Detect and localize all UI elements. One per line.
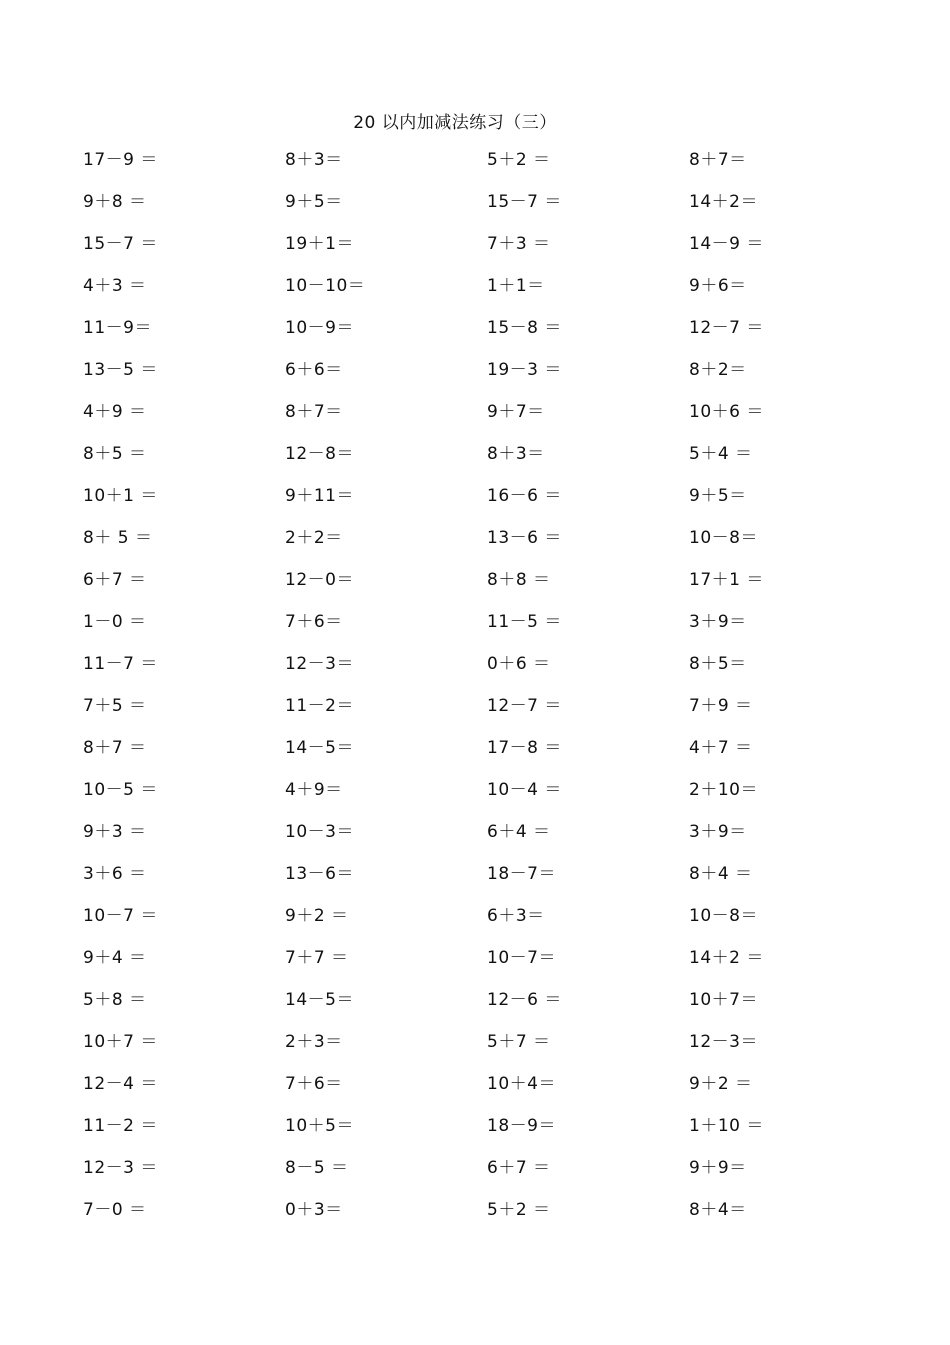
- math-problem: 7＋7 ＝: [285, 948, 349, 968]
- math-problem: 4＋3 ＝: [83, 276, 147, 296]
- math-problem: 8＋7 ＝: [83, 738, 147, 758]
- math-problem: 8＋3＝: [487, 444, 545, 464]
- math-problem: 14－9 ＝: [689, 234, 764, 254]
- problem-row: [83, 1156, 903, 1198]
- math-problem: 10－3＝: [285, 822, 354, 842]
- math-problem: 18－9＝: [487, 1116, 556, 1136]
- math-problem: 13－6 ＝: [487, 528, 562, 548]
- math-problem: 8＋5 ＝: [83, 444, 147, 464]
- math-problem: 10－8＝: [689, 906, 758, 926]
- problem-row: [83, 946, 903, 988]
- math-problem: 6＋7 ＝: [83, 570, 147, 590]
- math-problem: 2＋2＝: [285, 528, 343, 548]
- math-problem: 10＋4＝: [487, 1074, 556, 1094]
- math-problem: 10＋7 ＝: [83, 1032, 158, 1052]
- math-problem: 8＋4＝: [689, 1200, 747, 1220]
- math-problem: 10＋5＝: [285, 1116, 354, 1136]
- problem-grid: [83, 148, 903, 1240]
- math-problem: 7＋5 ＝: [83, 696, 147, 716]
- math-problem: 3＋9＝: [689, 612, 747, 632]
- math-problem: 15－7 ＝: [83, 234, 158, 254]
- math-problem: 3＋9＝: [689, 822, 747, 842]
- math-problem: 9＋11＝: [285, 486, 354, 506]
- math-problem: 10－7＝: [487, 948, 556, 968]
- math-problem: 12－3 ＝: [83, 1158, 158, 1178]
- math-problem: 10－9＝: [285, 318, 354, 338]
- problem-row: [83, 1072, 903, 1114]
- math-problem: 0＋3＝: [285, 1200, 343, 1220]
- math-problem: 6＋3＝: [487, 906, 545, 926]
- math-problem: 16－6 ＝: [487, 486, 562, 506]
- math-problem: 12－4 ＝: [83, 1074, 158, 1094]
- problem-row: [83, 1114, 903, 1156]
- math-problem: 9＋6＝: [689, 276, 747, 296]
- math-problem: 12－8＝: [285, 444, 354, 464]
- math-problem: 13－6＝: [285, 864, 354, 884]
- math-problem: 0＋6 ＝: [487, 654, 551, 674]
- math-problem: 10－10＝: [285, 276, 366, 296]
- problem-row: [83, 988, 903, 1030]
- problem-row: [83, 274, 903, 316]
- problem-row: [83, 190, 903, 232]
- math-problem: 6＋7 ＝: [487, 1158, 551, 1178]
- problem-row: [83, 694, 903, 736]
- problem-row: [83, 148, 903, 190]
- math-problem: 4＋7 ＝: [689, 738, 753, 758]
- problem-row: [83, 820, 903, 862]
- math-problem: 14－5＝: [285, 990, 354, 1010]
- math-problem: 3＋6 ＝: [83, 864, 147, 884]
- math-problem: 2＋3＝: [285, 1032, 343, 1052]
- math-problem: 15－7 ＝: [487, 192, 562, 212]
- math-problem: 8＋4 ＝: [689, 864, 753, 884]
- math-problem: 7＋3 ＝: [487, 234, 551, 254]
- math-problem: 1－0 ＝: [83, 612, 147, 632]
- math-problem: 9＋2 ＝: [285, 906, 349, 926]
- math-problem: 5＋2 ＝: [487, 1200, 551, 1220]
- math-problem: 9＋5＝: [285, 192, 343, 212]
- math-problem: 13－5 ＝: [83, 360, 158, 380]
- math-problem: 17－9 ＝: [83, 150, 158, 170]
- problem-row: [83, 1030, 903, 1072]
- problem-row: [83, 526, 903, 568]
- problem-row: [83, 1198, 903, 1240]
- page-title: 20 以内加减法练习（三）: [353, 113, 557, 133]
- problem-row: [83, 400, 903, 442]
- math-problem: 11－5 ＝: [487, 612, 562, 632]
- math-problem: 1＋10 ＝: [689, 1116, 764, 1136]
- math-problem: 11－2 ＝: [83, 1116, 158, 1136]
- math-problem: 11－2＝: [285, 696, 354, 716]
- math-problem: 10－8＝: [689, 528, 758, 548]
- math-problem: 4＋9 ＝: [83, 402, 147, 422]
- math-problem: 7＋6＝: [285, 1074, 343, 1094]
- math-problem: 8＋8 ＝: [487, 570, 551, 590]
- problem-row: [83, 232, 903, 274]
- problem-row: [83, 484, 903, 526]
- math-problem: 9＋8 ＝: [83, 192, 147, 212]
- problem-row: [83, 736, 903, 778]
- math-problem: 17－8 ＝: [487, 738, 562, 758]
- problem-row: [83, 316, 903, 358]
- problem-row: [83, 778, 903, 820]
- math-problem: 5＋4 ＝: [689, 444, 753, 464]
- math-problem: 17＋1 ＝: [689, 570, 764, 590]
- math-problem: 12－3＝: [285, 654, 354, 674]
- problem-row: [83, 904, 903, 946]
- problem-row: [83, 568, 903, 610]
- math-problem: 10＋7＝: [689, 990, 758, 1010]
- math-problem: 14－5＝: [285, 738, 354, 758]
- math-problem: 7－0 ＝: [83, 1200, 147, 1220]
- problem-row: [83, 652, 903, 694]
- math-problem: 18－7＝: [487, 864, 556, 884]
- math-problem: 10－5 ＝: [83, 780, 158, 800]
- math-problem: 11－7 ＝: [83, 654, 158, 674]
- math-problem: 8＋7＝: [689, 150, 747, 170]
- math-problem: 9＋2 ＝: [689, 1074, 753, 1094]
- math-problem: 5＋2 ＝: [487, 150, 551, 170]
- math-problem: 2＋10＝: [689, 780, 758, 800]
- math-problem: 6＋6＝: [285, 360, 343, 380]
- math-problem: 9＋7＝: [487, 402, 545, 422]
- math-problem: 19－3 ＝: [487, 360, 562, 380]
- problem-row: [83, 862, 903, 904]
- problem-row: [83, 442, 903, 484]
- math-problem: 6＋4 ＝: [487, 822, 551, 842]
- math-problem: 8＋ 5 ＝: [83, 528, 153, 548]
- math-problem: 10＋6 ＝: [689, 402, 764, 422]
- math-problem: 15－8 ＝: [487, 318, 562, 338]
- math-problem: 9＋5＝: [689, 486, 747, 506]
- math-problem: 19＋1＝: [285, 234, 354, 254]
- math-problem: 12－0＝: [285, 570, 354, 590]
- math-problem: 5＋7 ＝: [487, 1032, 551, 1052]
- math-problem: 10＋1 ＝: [83, 486, 158, 506]
- math-problem: 9＋9＝: [689, 1158, 747, 1178]
- math-problem: 14＋2＝: [689, 192, 758, 212]
- math-problem: 8＋7＝: [285, 402, 343, 422]
- math-problem: 12－7 ＝: [689, 318, 764, 338]
- math-problem: 7＋6＝: [285, 612, 343, 632]
- math-problem: 11－9＝: [83, 318, 152, 338]
- math-problem: 9＋3 ＝: [83, 822, 147, 842]
- math-problem: 7＋9 ＝: [689, 696, 753, 716]
- math-problem: 8＋3＝: [285, 150, 343, 170]
- math-problem: 12－3＝: [689, 1032, 758, 1052]
- math-problem: 5＋8 ＝: [83, 990, 147, 1010]
- math-problem: 12－7 ＝: [487, 696, 562, 716]
- math-problem: 9＋4 ＝: [83, 948, 147, 968]
- math-problem: 14＋2 ＝: [689, 948, 764, 968]
- problem-row: [83, 358, 903, 400]
- math-problem: 8＋2＝: [689, 360, 747, 380]
- math-problem: 10－7 ＝: [83, 906, 158, 926]
- math-problem: 4＋9＝: [285, 780, 343, 800]
- problem-row: [83, 610, 903, 652]
- math-problem: 8－5 ＝: [285, 1158, 349, 1178]
- math-problem: 10－4 ＝: [487, 780, 562, 800]
- math-problem: 8＋5＝: [689, 654, 747, 674]
- math-problem: 12－6 ＝: [487, 990, 562, 1010]
- math-problem: 1＋1＝: [487, 276, 545, 296]
